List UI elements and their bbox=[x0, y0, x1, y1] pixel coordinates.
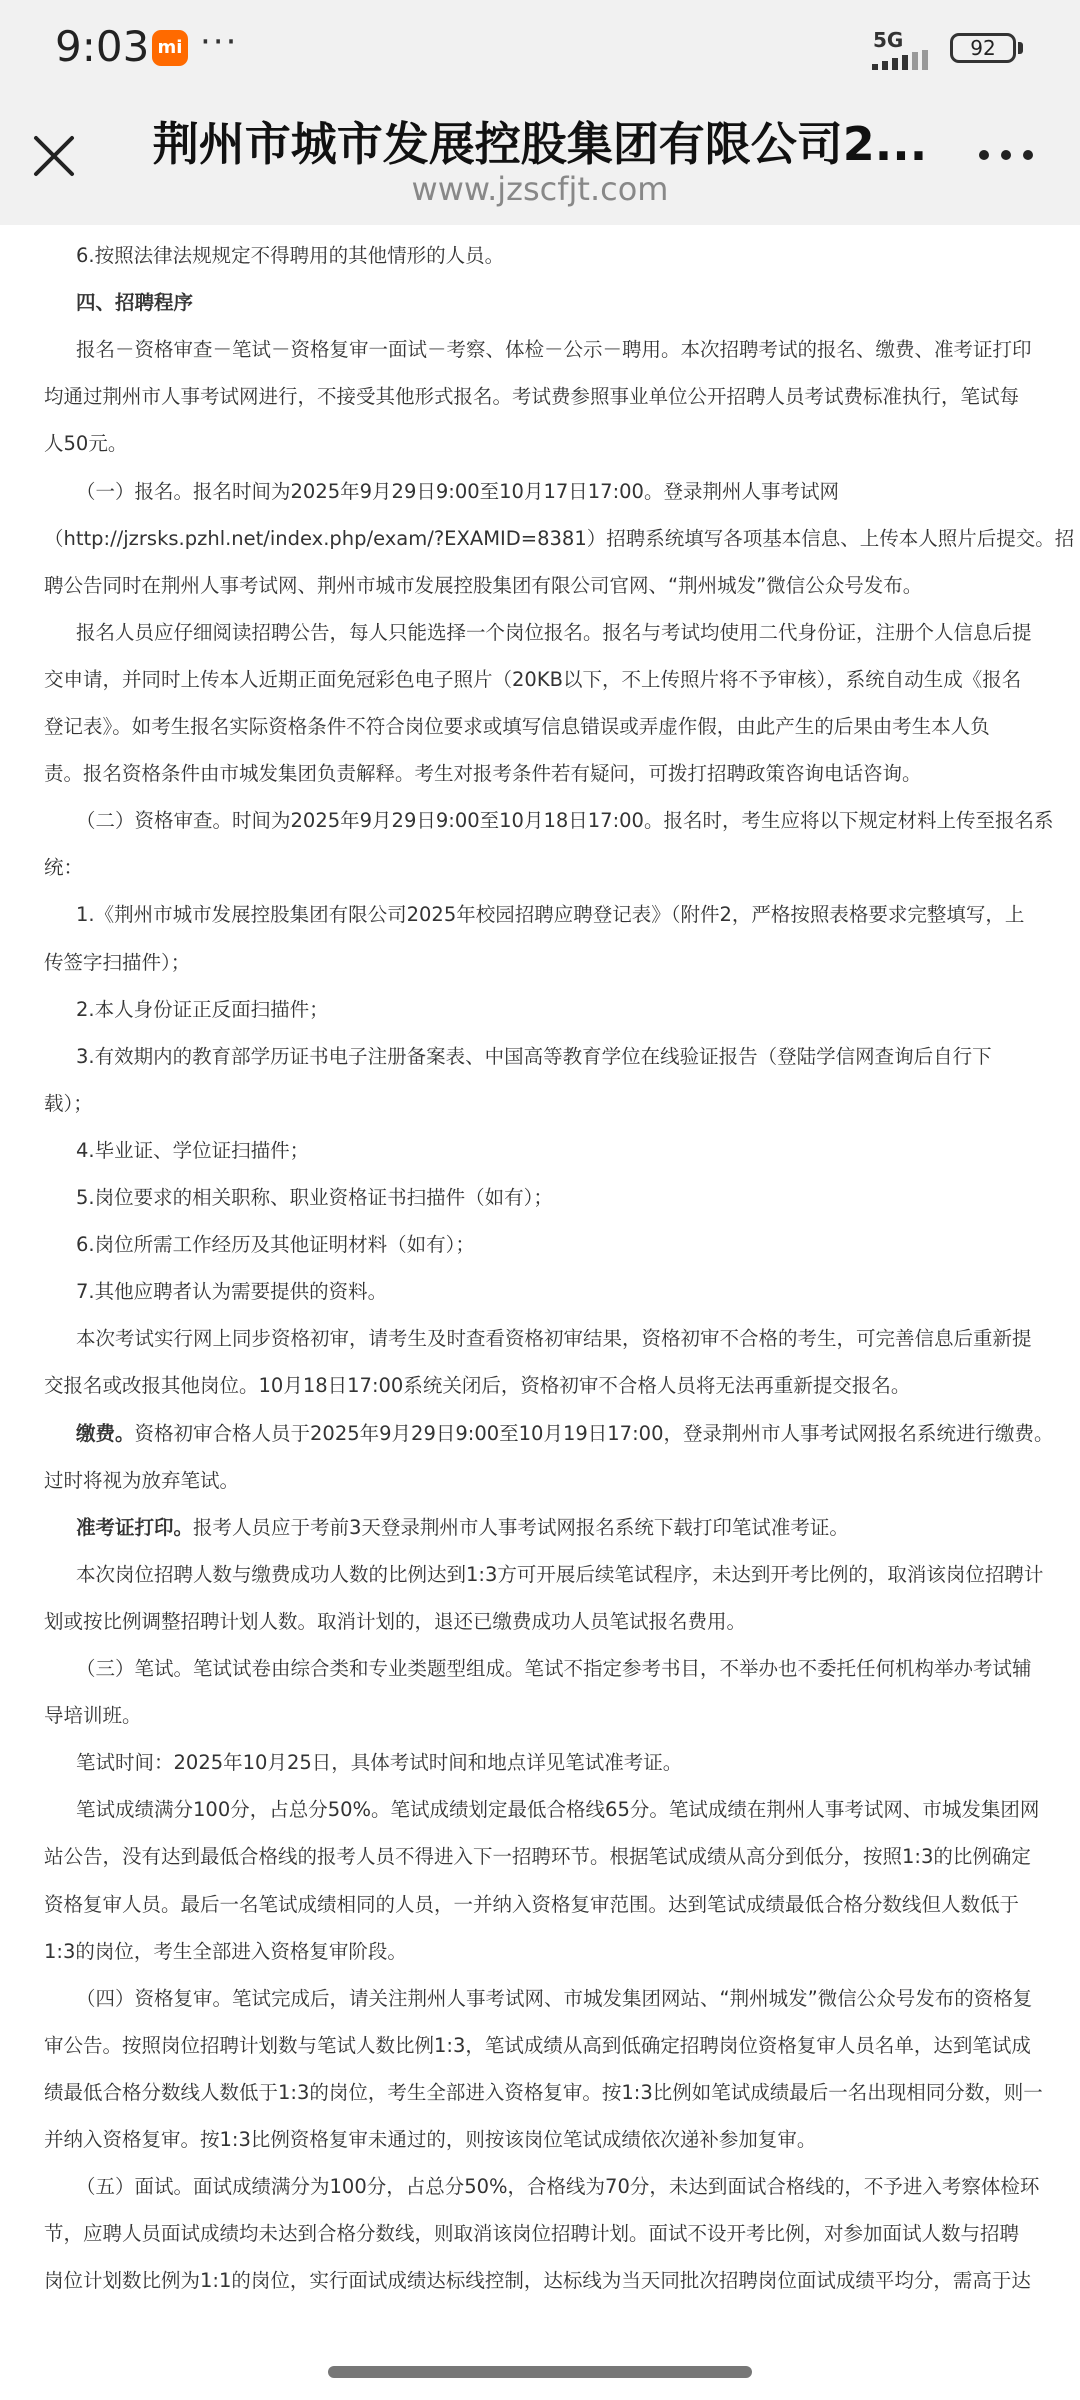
article-line bbox=[44, 987, 1068, 1033]
article-line bbox=[44, 563, 1036, 609]
article-line-text: 笔试成绩满分100分，占总分50%。笔试成绩划定最低合格线65分。笔试成绩在荆州人事考试网、市城发集团网 bbox=[76, 1798, 1040, 1822]
article-line bbox=[44, 1882, 1036, 1928]
article-line-text: 聘公告同时在荆州人事考试网、荆州市城市发展控股集团有限公司官网、“荆州城发”微信公众号发布。 bbox=[44, 573, 923, 597]
article-line-text: 4.毕业证、学位证扫描件； bbox=[76, 1138, 310, 1162]
article-line bbox=[44, 1834, 1036, 1880]
article-line bbox=[44, 327, 1068, 373]
article-line bbox=[44, 1646, 1068, 1692]
article-line bbox=[44, 751, 1036, 797]
article-line-text: （http://jzrsks.pzhl.net/index.php/exam/?EXAMID=8381）招聘系统填写各项基本信息、上传本人照片后提交。招 bbox=[44, 526, 1075, 550]
article-line-text: 报名人员应仔细阅读招聘公告，每人只能选择一个岗位报名。报名与考试均使用二代身份证，注册个人信息后提 bbox=[76, 620, 1032, 644]
mi-app-icon: mi bbox=[152, 30, 188, 66]
article-line-text: 责。报名资格条件由市城发集团负责解释。考生对报考条件若有疑问，可拨打招聘政策咨询电话咨询。 bbox=[44, 762, 922, 786]
article-line bbox=[44, 798, 1068, 844]
article-line-text: 本次岗位招聘人数与缴费成功人数的比例达到1:3方可开展后续笔试程序，未达到开考比例的，取消该岗位招聘计 bbox=[76, 1562, 1044, 1586]
article-line-text: 四、招聘程序 bbox=[76, 291, 194, 315]
article-line bbox=[44, 2023, 1036, 2069]
page-url: www.jzscfjt.com bbox=[411, 170, 669, 208]
article-line bbox=[44, 2070, 1043, 2116]
article-line-text: 岗位计划数比例为1:1的岗位，实行面试成绩达标线控制，达标线为当天同批次招聘岗位面试成绩平均分，需高于达 bbox=[44, 2269, 1031, 2293]
article-line bbox=[44, 1505, 1068, 1551]
article-line-text: （二）资格审查。时间为2025年9月29日9:00至10月18日17:00。报名时，考生应将以下规定材料上传至报名系 bbox=[76, 809, 1054, 833]
article-line bbox=[44, 845, 1036, 891]
article-line bbox=[44, 1175, 1068, 1221]
article-line bbox=[44, 1316, 1068, 1362]
article-line bbox=[44, 280, 1068, 326]
article-line bbox=[44, 1128, 1068, 1174]
signal-icon bbox=[872, 50, 934, 70]
article-line-text: （一）报名。报名时间为2025年9月29日9:00至10月17日17:00。登录荆州人事考试网 bbox=[76, 479, 839, 503]
article-line-text: （四）资格复审。笔试完成后，请关注荆州人事考试网、市城发集团网站、“荆州城发”微信公众号发布的资格复 bbox=[76, 1986, 1033, 2010]
article-line bbox=[44, 1693, 1036, 1739]
article-line-text: 登记表》。如考生报名实际资格条件不符合岗位要求或填写信息错误或弄虚作假，由此产生的后果由考生本人负 bbox=[44, 715, 990, 738]
network-type: 5G bbox=[873, 28, 904, 52]
article-line bbox=[44, 704, 1036, 750]
article-line bbox=[44, 1363, 1036, 1409]
article-content bbox=[0, 225, 1080, 2365]
more-options-icon[interactable] bbox=[976, 140, 1036, 170]
article-line-text: 资格复审人员。最后一名笔试成绩相同的人员，一并纳入资格复审范围。达到笔试成绩最低合格分数线但人数低于 bbox=[44, 1892, 1020, 1916]
article-line-text: 报考人员应于考前3天登录荆州市人事考试网报名系统下载打印笔试准考证。 bbox=[193, 1515, 849, 1539]
article-line-text: 站公告，没有达到最低合格线的报考人员不得进入下一招聘环节。根据笔试成绩从高分到低分，按照1:3的比例确定 bbox=[44, 1845, 1031, 1869]
article-line-text: 笔试时间：2025年10月25日，具体考试时间和地点详见笔试准考证。 bbox=[76, 1751, 683, 1775]
article-line-text: 2.本人身份证正反面扫描件； bbox=[76, 997, 329, 1021]
article-line bbox=[44, 421, 1036, 467]
article-line bbox=[44, 610, 1068, 656]
article-line bbox=[44, 374, 1036, 420]
article-line bbox=[44, 2164, 1068, 2210]
article-line-text: （三）笔试。笔试试卷由综合类和专业类题型组成。笔试不指定参考书目，不举办也不委托任何机构举办考试辅 bbox=[76, 1657, 1032, 1680]
article-line bbox=[44, 516, 1075, 562]
article-line bbox=[44, 657, 1036, 703]
article-line-text: 7.其他应聘者认为需要提供的资料。 bbox=[76, 1280, 388, 1304]
close-icon[interactable] bbox=[28, 130, 80, 182]
article-line-text: 审公告。按照岗位招聘计划数与笔试人数比例1:3，笔试成绩从高到低确定招聘岗位资格复审人员名单，达到笔试成 bbox=[44, 2033, 1031, 2057]
article-line bbox=[44, 469, 1068, 515]
home-indicator[interactable] bbox=[328, 2366, 752, 2378]
article-line bbox=[44, 1269, 1068, 1315]
article-line bbox=[44, 1411, 1068, 1457]
article-line-text: 过时将视为放弃笔试。 bbox=[44, 1468, 240, 1492]
article-line-text: 导培训班。 bbox=[44, 1704, 142, 1728]
article-line-text: 报名－资格审查－笔试－资格复审一面试－考察、体检－公示－聘用。本次招聘考试的报名、缴费、准考证打印 bbox=[76, 338, 1032, 362]
article-line bbox=[44, 2211, 1036, 2257]
page-title: 荆州市城市发展控股集团有限公司2... bbox=[152, 117, 928, 170]
article-line-text: 6.按照法律法规规定不得聘用的其他情形的人员。 bbox=[76, 244, 505, 267]
article-line-text: 均通过荆州市人事考试网进行，不接受其他形式报名。考试费参照事业单位公开招聘人员考试费标准执行，笔试每 bbox=[44, 385, 1020, 409]
article-line-text: （五）面试。面试成绩满分为100分，占总分50%，合格线为70分，未达到面试合格线的，不予进入考察体检环 bbox=[76, 2175, 1040, 2199]
article-line bbox=[44, 1976, 1068, 2022]
article-line bbox=[44, 1929, 1036, 1975]
article-line-text: 绩最低合格分数线人数低于1:3的岗位，考生全部进入资格复审。按1:3比例如笔试成绩最后一名出现相同分数，则一 bbox=[44, 2080, 1043, 2104]
article-line-text: 6.岗位所需工作经历及其他证明材料（如有）； bbox=[76, 1233, 475, 1257]
article-line bbox=[44, 2117, 1036, 2163]
article-line bbox=[44, 1599, 1036, 1645]
article-line-text: 并纳入资格复审。按1:3比例资格复审未通过的，则按该岗位笔试成绩依次递补参加复审。 bbox=[44, 2128, 817, 2151]
article-line bbox=[44, 1787, 1068, 1833]
article-line bbox=[44, 892, 1068, 938]
article-line bbox=[44, 1034, 1068, 1080]
article-line bbox=[44, 1222, 1068, 1268]
article-line-text: 统： bbox=[44, 856, 84, 880]
article-line bbox=[44, 1552, 1068, 1598]
article-line-text: 节，应聘人员面试成绩均未达到合格分数线，则取消该岗位招聘计划。面试不设开考比例，对参加面试人数与招聘 bbox=[44, 2222, 1020, 2246]
battery-tip bbox=[1018, 42, 1023, 54]
article-line bbox=[44, 2258, 1036, 2304]
status-time: 9:03 bbox=[55, 22, 150, 71]
article-line-text: 5.岗位要求的相关职称、职业资格证书扫描件（如有）； bbox=[76, 1186, 553, 1209]
article-line-text: 载）； bbox=[44, 1091, 93, 1115]
more-notifications-icon: ··· bbox=[200, 22, 239, 62]
browser-header bbox=[0, 100, 1080, 225]
article-line bbox=[44, 1081, 1036, 1127]
article-line-bold-prefix: 准考证打印。 bbox=[76, 1515, 194, 1539]
article-line-text: 交报名或改报其他岗位。10月18日17:00系统关闭后，资格初审不合格人员将无法再重新提交报名。 bbox=[44, 1374, 911, 1398]
article-line-text: 3.有效期内的教育部学历证书电子注册备案表、中国高等教育学位在线验证报告（登陆学信网查询后自行下 bbox=[76, 1044, 992, 1068]
article-line-text: 传签字扫描件）； bbox=[44, 950, 191, 974]
article-line-text: 本次考试实行网上同步资格初审，请考生及时查看资格初审结果，资格初审不合格的考生，可完善信息后重新提 bbox=[76, 1327, 1032, 1351]
article-line bbox=[44, 233, 1068, 279]
article-line-text: 划或按比例调整招聘计划人数。取消计划的，退还已缴费成功人员笔试报名费用。 bbox=[44, 1609, 747, 1633]
article-line-text: 资格初审合格人员于2025年9月29日9:00至10月19日17:00，登录荆州市人事考试网报名系统进行缴费。 bbox=[134, 1421, 1054, 1445]
article-line-text: 1.《荆州市城市发展控股集团有限公司2025年校园招聘应聘登记表》（附件2，严格按照表格要求完整填写，上 bbox=[76, 903, 1025, 927]
article-line-text: 人50元。 bbox=[44, 432, 128, 456]
article-line bbox=[44, 940, 1036, 986]
article-line-text: 1:3的岗位，考生全部进入资格复审阶段。 bbox=[44, 1939, 407, 1963]
battery-indicator: 92 bbox=[950, 33, 1016, 63]
status-bar bbox=[0, 0, 1080, 100]
article-line-bold-prefix: 缴费。 bbox=[76, 1421, 135, 1445]
article-line bbox=[44, 1458, 1036, 1504]
article-line bbox=[44, 1740, 1068, 1786]
article-line-text: 交申请，并同时上传本人近期正面免冠彩色电子照片（20KB以下，不上传照片将不予审核），系统自动生成《报名 bbox=[44, 667, 1022, 691]
